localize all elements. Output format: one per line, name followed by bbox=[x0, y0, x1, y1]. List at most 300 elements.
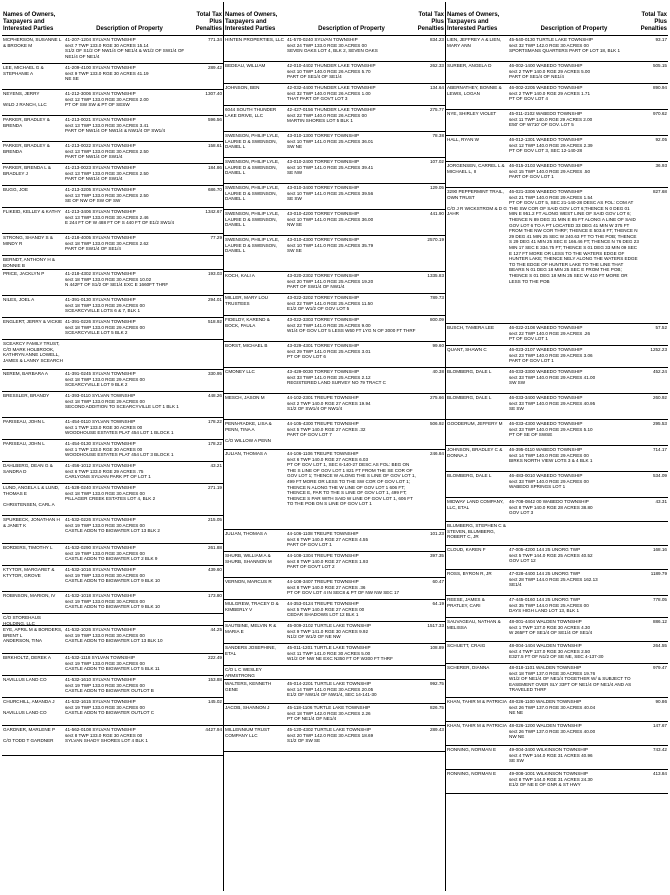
property-description: 47-028-4400 144 25 UNORG TWP sect 28 TWP 144.0 RGE 25 ACRES 162.13 SE1/4 bbox=[509, 571, 598, 588]
owner-name: ENGLERT, JERRY & VICKIE bbox=[3, 319, 63, 324]
property-description: 41-212-3006 SYLVAN TOWNSHIP sect 12 TWP 133.0 RGE 30 ACRES 2.00 PT OF SW SW & PT OF SESW bbox=[65, 91, 149, 108]
table-row bbox=[446, 642, 668, 664]
tax-total: 215.05 bbox=[207, 517, 222, 522]
property-description: 41-213-0021 SYLVAN TOWNSHIP sect 13 TWP 133.0 RGE 30 ACRES 3.41 PART OF NW1/4 OF NW1/4 & NW1/4 OF SW1/4 bbox=[65, 117, 166, 134]
property-description: 46-021-3306 WABEDO TOWNSHIP sect 21 TWP 140.0 RGE 29 ACRES 1.54 PT OF GOV LOT 5, SEC 21-140-28 DESC AS FOL: COM AT THE SW COR OF SAID GOV LOT 6;THENCE N 0 DEG 01 MIN E 951.2 FT ALONG WEST LINE OF SAID GOV LOT 6; THENCE N 89 DEG 31 MIN E 85 FT ALONG A LINE OF SAID GOV LOT 6 TO A PT LOCATED 33 DEG 41 MIN W 375 FT FROM THE NW COR THRF; THENCE E 503.6 FT; THENCE N 29 DEG 41 MIN 25 SEC W 240.63 FT TO THE POB; THENCE S 29 DEG 41 MIN 25 SEC E 166.46 FT; THENCE N 76 DEG 23 MIN 17 SEC E 334.75 FT; THENCE S 01 DEG 33 MIN 09 SEC E 127 FT MORE OR LESS TO THE WATERS EDGE OF HUNTER LAKE; THENCE NELY ALONG THE WATERS EDGE TO THE EDGE OF HUNTER LAKE TO THE LINE THAT BEARS N 01 DEG 18 MIN 25 SEC E FROM THE POB; THENCE S 01 DEG 18 MIN 25 SEC W 410 FT MORE OR LESS TO THE POB bbox=[509, 189, 639, 284]
property-description: 41-532-0290 SYLVAN TOWNSHIP sect 19 TWP 133.0 RGE 30 ACRES 00 CASTLE ADDN TO BIGWATER LOT 2 BLK 9 bbox=[65, 545, 158, 562]
property-description: 41-213-0022 SYLVAN TOWNSHIP sect 13 TWP 133.0 RGE 30 ACRES 2.50 PART OF NW1/4 OF SW1/4 bbox=[65, 143, 149, 160]
tax-total: 397.35 bbox=[429, 553, 444, 558]
owner-name: SCHUETT, CRAIG bbox=[447, 643, 486, 648]
owner-name: NYE, SHIRLEY VIOLET bbox=[447, 111, 497, 116]
property-description: 46-033-3300 WABEDO TOWNSHIP sect 33 TWP 140.0 RGE 29 ACRES 41.00 SW SW bbox=[509, 369, 596, 386]
owner-name: 6044 SOUTH THUNDER LAKE DRIVE, LLC bbox=[225, 107, 277, 118]
property-description: 48-026-1100 WALDEN TOWNSHIP sect 26 TWP 137.0 RGE 30 ACRES 40.04 NE NE bbox=[509, 699, 596, 716]
property-description: 43-022-3202 TORREY TOWNSHIP sect 22 TWP 141.0 RGE 25 ACRES 11.50 E1/2 OF W1/2 OF GOV LOT 5 bbox=[287, 295, 373, 312]
tax-total: 90.86 bbox=[655, 699, 667, 704]
table-row bbox=[224, 184, 445, 210]
owner-name: HALL, RYAN W bbox=[447, 137, 479, 142]
tax-total: 57.52 bbox=[655, 325, 667, 330]
tax-total: 184.86 bbox=[207, 165, 222, 170]
owner-name: BORST, MICHAEL B bbox=[225, 343, 268, 348]
tax-total: 1252.23 bbox=[650, 347, 667, 352]
tax-total: 979.47 bbox=[652, 665, 667, 670]
tax-total: 147.67 bbox=[652, 723, 667, 728]
description-header: Description of Property bbox=[540, 26, 608, 32]
tax-total: 260.92 bbox=[652, 395, 667, 400]
owner-name: MCPHERSON, SUSANNE L & BROOKE M bbox=[3, 37, 62, 48]
tax-total: 178.22 bbox=[207, 419, 222, 424]
tax-total: 92.05 bbox=[655, 137, 667, 142]
tax-total: 1517.33 bbox=[427, 623, 444, 628]
table-row bbox=[2, 392, 223, 418]
property-description: 41-532-1615 SYLVAN TOWNSHIP sect 19 TWP 133.0 RGE 30 ACRES 00 CASTLE ADDN TO BIGWATER OUTLOT C bbox=[65, 699, 155, 716]
description-header: Description of Property bbox=[318, 26, 385, 32]
property-description: 46-708-0842 00 WABEDO TOWNSHIP sect 8 TWP 140.0 RGE 28 ACRES 38.80 GOV LOT 3 bbox=[509, 499, 593, 516]
table-row bbox=[224, 530, 445, 552]
table-row bbox=[2, 676, 223, 698]
property-description: 46-033-4300 WABEDO TOWNSHIP sect 33 TWP 140.0 RGE 29 ACRES 5.10 PT OF SE OF SWSE bbox=[509, 421, 593, 438]
owner-name: CHURCHILL, AMANDA J NAVILLUS LAND CO bbox=[3, 699, 55, 716]
owner-name: LEE, MICHAEL G & STEPHANIE A bbox=[3, 65, 44, 76]
owner-name: MESCH, JASON M bbox=[225, 395, 265, 400]
table-row bbox=[2, 418, 223, 440]
tax-total: 43.21 bbox=[210, 463, 222, 468]
tax-total: 826.75 bbox=[429, 705, 444, 710]
tax-total: 77.29 bbox=[210, 235, 222, 240]
table-row bbox=[2, 566, 223, 592]
property-description: 46-002-2205 WABEDO TOWNSHIP sect 2 TWP 140.0 RGE 29 ACRES 1.71 PT OF GOV LOT 4 bbox=[509, 85, 591, 102]
table-row bbox=[224, 704, 445, 726]
tax-total: 518.92 bbox=[207, 319, 222, 324]
table-row bbox=[446, 420, 668, 446]
property-description: 44-106-1108 TREUPE TOWNSHIP sect 6 TWP 140.0 RGE 27 ACRES 4.55 PART OF GOV LOT 1 bbox=[287, 531, 369, 548]
property-description: 44-108-1304 TREUPE TOWNSHIP sect 8 TWP 140.0 RGE 27 ACRES 1.93 PART OF GOVT LOT 2 bbox=[287, 553, 369, 570]
column-header bbox=[446, 2, 668, 36]
table-row bbox=[446, 110, 668, 136]
owner-name: SAUTBINE, MELVIN R & MARIA E bbox=[225, 623, 277, 634]
property-description: 49-008-1001 WILKINSON TOWNSHIP sect 8 TWP 144.0 RGE 31 ACRES 24.30 E1/2 OF NE E OF GNR & ST HWY bbox=[509, 771, 593, 788]
property-description: 47-005-4200 144 25 UNORG TWP sect 5 TWP 144.0 RGE 25 ACRES 40.52 GOV LOT 12 bbox=[509, 547, 593, 564]
property-description: 46-483-0010 WABEDO TOWNSHIP sect 33 TWP 140.0 RGE 29 ACRES 00 WABEDO SPRINGS LOT 1 bbox=[509, 473, 589, 490]
property-description: 41-532-1118 SYLVAN TOWNSHIP sect 19 TWP 133.0 RGE 30 ACRES 00 CASTLE ADDN TO BIGWATER LOT 5 BLK 11 bbox=[65, 655, 160, 672]
tax-total: 275.77 bbox=[429, 107, 444, 112]
property-description: 43-010-3400 TORREY TOWNSHIP sect 10 TWP 141.0 RGE 25 ACRES 39.56 SE SW bbox=[287, 185, 374, 202]
property-description: 41-209-4100 SYLVAN TOWNSHIP sect 9 TWP 133.0 RGE 30 ACRES 41.19 NE SE bbox=[65, 65, 149, 82]
owner-name: DAHLBERG, DEAN G & SANDRA D bbox=[3, 463, 53, 474]
owner-name: ABERNATHEY, BONNIE & LEWIS, LOGAN bbox=[447, 85, 502, 96]
table-row bbox=[2, 592, 223, 614]
property-description: 46-002-1400 WABEDO TOWNSHIP sect 2 TWP 140.0 RGE 29 ACRES 5.00 PART OF SE1/4 OF NE1/4 bbox=[509, 63, 591, 80]
owner-name: PARKER, BRADLEY & BRENDA bbox=[3, 143, 50, 154]
table-row bbox=[224, 272, 445, 294]
tax-total: 107.02 bbox=[429, 159, 444, 164]
table-row bbox=[224, 622, 445, 644]
owner-name: PARKER, BRADLEY & BRENDA bbox=[3, 117, 50, 128]
table-row bbox=[224, 36, 445, 62]
tax-total: 173.80 bbox=[207, 593, 222, 598]
property-description: 43-010-4300 TORREY TOWNSHIP sect 10 TWP 141.0 RGE 25 ACRES 35.79 SW SE bbox=[287, 237, 374, 254]
owner-name: ROSS, BYRON R, JR bbox=[447, 571, 492, 576]
property-description: 44-106-1106 TREUPE TOWNSHIP sect 6 TWP 140.0 RGE 27 ACRES 6.03 PT OF GOV LOT 1, SEC 6-140-27 DESC AS FOL: BEG ON THE S LINE OF GOV LOT 1 821 FT FROM THE SE COR OF GOV LOT 1; THENCE W ALONG THE S LINE OF GOV LOT 1, 499 FT MORE OR LESS TO THE SW COR OF GOV LOT 1; THENCE N ALONG THE W LINE OF GOV LOT 1 606 FT; THENCE E, PAR TO THE S LINE OF GOV LOT 1, 499 FT; THENCE S PAR WITH SAID W LINE OF GOV LOT 1, 606 FT TO THE POB ON S LINE OF GOV LOT 1 bbox=[287, 451, 416, 507]
owner-name: HINTEN PROPERTIES, LLC bbox=[225, 37, 284, 42]
owner-name: LIEN, JEFFREY A & LIEN, MARY ANN bbox=[447, 37, 502, 48]
owner-name: SURBER, ANGELA D bbox=[447, 63, 492, 68]
tax-total bbox=[195, 340, 223, 369]
owner-name: NEREM, BARBARA A bbox=[3, 371, 48, 376]
table-row bbox=[224, 420, 445, 450]
property-description bbox=[64, 614, 195, 625]
property-description: 48-004-1404 WALDEN TOWNSHIP sect 4 TWP 137.0 RGE 30 ACRES 2.50 E327.5 FT OF N1/2 OF SE NE, SEC 4-137-30 bbox=[509, 643, 604, 660]
owner-name: STRONG, SHANDY S & MINDY R bbox=[3, 235, 53, 246]
property-description: 41-532-1016 SYLVAN TOWNSHIP sect 19 TWP 133.0 RGE 30 ACRES 00 CASTLE ADDN TO BIGWATER LOT 9 BLK 10 bbox=[65, 567, 160, 584]
owner-name: BLOMBERG, DALE L bbox=[447, 473, 492, 478]
property-description: 45-014-2201 TURTLE LAKE TOWNSHIP sect 14 TWP 141.0 RGE 30 ACRES 20.05 E1/2 OF NW1/4 OF NW1/4, SEC 14-141-30 bbox=[287, 681, 377, 698]
table-row bbox=[2, 614, 223, 626]
property-description: 43-029-4301 TORREY TOWNSHIP sect 29 TWP 141.0 RGE 25 ACRES 3.01 PT OF GOV LOT 6 bbox=[287, 343, 371, 360]
property-description: 48-001-4404 WALDEN TOWNSHIP sect 1 TWP 137.0 RGE 30 ACRES 4.30 W 265FT OF SE1/4 OF SE1/4 OF SE1/4 bbox=[509, 619, 593, 636]
property-description: 42-032-4400 THUNDER LAKE TOWNSHIP sect 32 TWP 140.0 RGE 26 ACRES 1.00 THAT PART OF GOVT LOT 3 bbox=[287, 85, 376, 102]
property-description: 46-023-2107 WABEDO TOWNSHIP sect 23 TWP 140.0 RGE 29 ACRES 3.06 PART OF GOV LOT 1 bbox=[509, 347, 593, 364]
tax-total: 778.05 bbox=[652, 597, 667, 602]
table-row bbox=[446, 62, 668, 84]
tax-total: 441.90 bbox=[429, 211, 444, 216]
property-description: 41-454-0130 SYLVAN TOWNSHIP sect 1 TWP 133.0 RGE 30 ACRES 00 WOODHOUSE ESTATES PLAT 454 LOT 3 BLOCK 1 bbox=[65, 441, 174, 458]
tax-total: 222.49 bbox=[207, 655, 222, 660]
description-header: Description of Property bbox=[96, 26, 163, 32]
tax-total: 289.43 bbox=[429, 727, 444, 732]
table-row bbox=[446, 722, 668, 746]
tax-total: 64.19 bbox=[432, 601, 444, 606]
tax-total: 886.12 bbox=[652, 619, 667, 624]
table-row bbox=[446, 570, 668, 596]
property-description: 44-105-4300 TREUPE TOWNSHIP sect 5 TWP 140.0 RGE 27 ACRES .32 PART OF GOV LOT 7 bbox=[287, 421, 366, 438]
owner-name: JULIAN, THOMAS A bbox=[225, 531, 268, 536]
table-row bbox=[224, 450, 445, 530]
property-description bbox=[64, 340, 195, 369]
owner-name: SWENSON, PHILIP LYLE, LAURIE D & SWENSON, DANIEL L bbox=[225, 159, 280, 176]
owner-name: SWENSON, PHILIP LYLE, LAURIE D & SWENSON, DANIEL L bbox=[225, 185, 280, 202]
tax-total: 789.73 bbox=[429, 295, 444, 300]
table-row bbox=[2, 370, 223, 392]
owner-name: BUGG, JOE bbox=[3, 187, 29, 192]
tax-total: 448.26 bbox=[207, 393, 222, 398]
property-description: 41-454-0110 SYLVAN TOWNSHIP sect 1 TWP 133.0 RGE 30 ACRES 00 WOODHOUSE ESTATES PLAT 454 LOT 1 BLOCK 1 bbox=[65, 419, 174, 436]
table-row bbox=[2, 164, 223, 186]
table-row bbox=[2, 64, 223, 90]
tax-total: 413.84 bbox=[652, 771, 667, 776]
table-row bbox=[224, 644, 445, 666]
tax-total: 153.88 bbox=[207, 677, 222, 682]
tax-total: 134.64 bbox=[429, 85, 444, 90]
table-row bbox=[446, 36, 668, 62]
owner-name: QUANT, SHAWN C bbox=[447, 347, 487, 352]
owner-name: C/O STOREHAUS HOLDING, LLC bbox=[3, 615, 41, 625]
property-description: 41-207-1204 SYLVAN TOWNSHIP sect 7 TWP 133.0 RGE 30 ACRES 15.14 S1/2 OF S1/2 OF NW1/4 OF NE1/4 & W1/2 OF SW1/4 OF NE1/4 OF NE1/4 bbox=[65, 37, 185, 59]
tax-total: 714.17 bbox=[652, 447, 667, 452]
owner-name: PARISEAU, JOHN L bbox=[3, 419, 45, 424]
owner-name: BERNDT, ANTHONY H & BONNIE B bbox=[3, 257, 55, 268]
owner-name: EYE, APRIL M & BORDERS, BRENT L ANDERSON, TINA bbox=[3, 627, 63, 644]
table-row bbox=[224, 210, 445, 236]
property-description: 46-012-1301 WABEDO TOWNSHIP sect 12 TWP 140.0 RGE 29 ACRES 2.39 PT OF GOV LOT 3, SEC 12-140-28 bbox=[509, 137, 593, 154]
owner-name: SWENSON, PHILIP LYLE, LAURIE D & SWENSON, DANIEL L bbox=[225, 237, 280, 254]
property-description: 45-118-1106 TURTLE LAKE TOWNSHIP sect 18 TWP 142.0 RGE 30 ACRES 2.26 PT OF NE1/4 OF NE1/4 bbox=[287, 705, 371, 722]
tax-total: 108.89 bbox=[429, 645, 444, 650]
property-description: 48-026-1200 WALDEN TOWNSHIP sect 26 TWP 137.0 RGE 30 ACRES 40.00 NW NE bbox=[509, 723, 596, 740]
tax-total: 193.03 bbox=[207, 271, 222, 276]
table-row bbox=[2, 318, 223, 340]
table-row bbox=[224, 316, 445, 342]
owner-name: REESE, JAMES & PRATLEY, CARI bbox=[447, 597, 485, 608]
tax-total: 505.15 bbox=[652, 63, 667, 68]
tax-total: 1189.79 bbox=[650, 571, 667, 576]
owner-name: MIDWAY LAND COMPANY, LLC, ETAL bbox=[447, 499, 504, 510]
table-row bbox=[446, 746, 668, 770]
owner-name: BEDEAU, WILLIAM bbox=[225, 63, 266, 68]
property-description: 41-213-3205 SYLVAN TOWNSHIP sect 13 TWP 133.0 RGE 30 ACRES 2.50 SE OF NW OF SW OF SW bbox=[65, 187, 149, 204]
table-row bbox=[224, 368, 445, 394]
property-description: 49-004-3400 WILKINSON TOWNSHIP sect 4 TWP 144.0 RGE 31 ACRES 40.96 SE SW bbox=[509, 747, 593, 764]
tax-total bbox=[195, 256, 223, 269]
owner-name: JULIAN, THOMAS A bbox=[225, 451, 268, 456]
owner-header: Names of Owners, Taxpayers and Interested Parties bbox=[3, 12, 56, 32]
owner-name: MILLER, MARY LOU TRUSTEES bbox=[225, 295, 268, 306]
owner-name: SANDERS JOSEPHINE, ETAL bbox=[225, 645, 276, 656]
table-row bbox=[2, 698, 223, 726]
owner-name: JOHNSON, BRADLEY C & DONNA J bbox=[447, 447, 503, 458]
table-row bbox=[446, 698, 668, 722]
property-description: 41-391-0226 SYLVAN TOWNSHIP sect 18 TWP 133.0 RGE 29 ACRES 00 SCEARCYVILLE LOT 5 BLK 2 bbox=[65, 319, 145, 336]
table-row bbox=[446, 596, 668, 618]
property-description: 44-353-0124 TREUPE TOWNSHIP sect 5 TWP 140.0 RGE 27 ACRES 00 CEDAR SHADOWS LOT 12 BLK 1 bbox=[287, 601, 365, 618]
table-row bbox=[224, 666, 445, 680]
property-description: 47-445-0160 144 25 UNORG TWP sect 35 TWP 144.0 RGE 25 ACRES 00 DAYS HIGH LAND LOT 13, BLK 1 bbox=[509, 597, 589, 614]
table-row bbox=[2, 90, 223, 116]
table-row bbox=[224, 84, 445, 106]
property-description: 41-570-0240 SYLVAN TOWNSHIP sect 24 TWP 133.0 RGE 30 ACRES 00 SEVEN OAKS LOT 4, BLK 2, SEVEN OAKS bbox=[287, 37, 378, 54]
owner-name: CLOUD, KAREN F bbox=[447, 547, 486, 552]
property-description: 48-018-1101 WALDEN TOWNSHIP sect 18 TWP 137.0 RGE 30 ACRES 19.76 W1/2 OF NE1/4 OF NE1/4 TOGETHER W/ & SUBJECT TO EASEMENT OVER SLY 33FT OF NE1/4 OF NE1/4 AND AS TRAVELED THRF bbox=[509, 665, 632, 693]
owner-name: WALTERS, KENNETH GENE bbox=[225, 681, 272, 692]
table-row bbox=[224, 578, 445, 600]
property-description: 43-010-4200 TORREY TOWNSHIP sect 10 TWP 141.0 RGE 25 ACRES 36.00 NW SE bbox=[287, 211, 374, 228]
tax-total: 1342.67 bbox=[205, 209, 222, 214]
table-row bbox=[446, 770, 668, 794]
owner-name: FLIKEID, KELLEY & KATHY bbox=[3, 209, 61, 214]
owner-name: KTYTOR, MARGARET & KTYTOR, GROVE bbox=[3, 567, 55, 578]
owner-name: KOCH, KALI A bbox=[225, 273, 255, 278]
property-description: 42-010-4402 THUNDER LAKE TOWNSHIP sect 10 TWP 140.0 RGE 26 ACRES 5.70 PART OF SE1/4 OF SE1/4 bbox=[287, 63, 376, 80]
owner-name: MILLENNIUM TRUST COMPANY LLC bbox=[225, 727, 270, 738]
tax-total: 452.24 bbox=[652, 369, 667, 374]
tax-total: 178.22 bbox=[207, 441, 222, 446]
owner-name: NAVILLUS LAND CO bbox=[3, 677, 47, 682]
owner-name: GARDNER, MARLENE P C/O TODD T GARDNER bbox=[3, 727, 56, 744]
property-description: 46-015-2103 WABEDO TOWNSHIP sect 15 TWP 140.0 RGE 29 ACRES .50 PART OF GOV LOT 1 bbox=[509, 163, 591, 180]
tax-total: 686.70 bbox=[207, 187, 222, 192]
table-row bbox=[2, 462, 223, 484]
owner-name: SCEARCY FAMILY TRUST, C/O MARK HOLBROOK, KATHRYN ANNE LOWELL, JAMES & LANNY SCEARCH bbox=[3, 341, 63, 363]
owner-name: ROBINSON, MARION, IV bbox=[3, 593, 56, 598]
table-row bbox=[446, 324, 668, 346]
table-row bbox=[2, 654, 223, 676]
table-row bbox=[446, 368, 668, 394]
table-row bbox=[446, 188, 668, 324]
tax-total: 800.09 bbox=[429, 317, 444, 322]
property-description: 41-393-0110 SYLVAN TOWNSHIP sect 18 TWP 133.0 RGE 29 ACRES 00 SECOND ADDITION TO SCEARCYVILLE LOT 1 BLK 1 bbox=[65, 393, 179, 410]
table-row bbox=[2, 626, 223, 654]
owner-name: BUSCH, TAMERA LEE bbox=[447, 325, 495, 330]
property-description: 41-532-1026 SYLVAN TOWNSHIP sect 19 TWP 133.0 RGE 30 ACRES 00 CASTLE ADDN TO BIGWATER LOT 13 BLK 10 bbox=[65, 627, 163, 644]
tax-total: 294.01 bbox=[207, 297, 222, 302]
tax-total: 743.42 bbox=[652, 747, 667, 752]
tax-total: 40.38 bbox=[432, 369, 444, 374]
property-description: 43-429-0030 TORREY TOWNSHIP sect 33 TWP 141.0 RGE 25 ACRES 2.12 REGISTERED LAND SURVEY NO 79 TRACT C bbox=[287, 369, 386, 386]
table-row bbox=[2, 726, 223, 756]
tax-total bbox=[640, 522, 668, 545]
property-description: 43-022-3303 TORREY TOWNSHIP sect 22 TWP 141.0 RGE 25 ACRES 9.00 W1/4 OF GOV LOT 5 LESS W60 FT LYG N OF 3000 FT THRF bbox=[287, 317, 416, 334]
table-row bbox=[446, 498, 668, 522]
tax-total: 439.60 bbox=[207, 567, 222, 572]
property-description: 43-010-2400 TORREY TOWNSHIP sect 10 TWP 141.0 RGE 25 ACRES 39.41 SE NW bbox=[287, 159, 374, 176]
tax-total: 44.25 bbox=[210, 627, 222, 632]
tax-total: 992.75 bbox=[429, 681, 444, 686]
property-description: 43-010-1300 TORREY TOWNSHIP sect 10 TWP 141.0 RGE 25 ACRES 36.01 SW NE bbox=[287, 133, 374, 150]
tax-total: 534.09 bbox=[652, 473, 667, 478]
table-row bbox=[224, 600, 445, 622]
tax-total: 99.60 bbox=[432, 343, 444, 348]
owner-name: LUND, ANGELA L & LUND, THOMAS E CHRISTENSEN, CARL A bbox=[3, 485, 60, 507]
table-row bbox=[446, 136, 668, 162]
table-row bbox=[2, 544, 223, 566]
table-row bbox=[2, 186, 223, 208]
tax-total: 890.94 bbox=[652, 85, 667, 90]
property-description: 41-532-1610 SYLVAN TOWNSHIP sect 19 TWP 133.0 RGE 30 ACRES 00 CASTLE ADDN TO BIGWATER OUTLOT B bbox=[65, 677, 154, 694]
owner-name: KHAN, TAHIR M & PATRICIA bbox=[447, 723, 507, 728]
table-row bbox=[224, 552, 445, 578]
tax-total: 101.23 bbox=[429, 531, 444, 536]
tax-total: 246.84 bbox=[429, 451, 444, 456]
owner-name: VERNON, MARCUS R bbox=[225, 579, 272, 584]
tax-total bbox=[195, 614, 223, 625]
table-row bbox=[446, 394, 668, 420]
listing-column bbox=[2, 2, 224, 891]
owner-name: BORDERS, TIMOTHY L bbox=[3, 545, 53, 550]
tax-total: 271.19 bbox=[207, 485, 222, 490]
owner-name: BIRKHOLTZ, DEREK A bbox=[3, 655, 51, 660]
table-row bbox=[2, 234, 223, 256]
table-row bbox=[2, 296, 223, 318]
tax-total: 4427.94 bbox=[205, 727, 222, 732]
table-row bbox=[224, 294, 445, 316]
property-description: 41-391-0245 SYLVAN TOWNSHIP sect 18 TWP 133.0 RGE 29 ACRES 00 SCEARCYVILLE LOT 9 BLK 2 bbox=[65, 371, 145, 388]
tax-total: 93.17 bbox=[655, 37, 667, 42]
tax-total: 261.88 bbox=[207, 545, 222, 550]
table-row bbox=[446, 346, 668, 368]
owner-name: NILES, JOEL A bbox=[3, 297, 35, 302]
table-row bbox=[224, 394, 445, 420]
owner-name: SPURBECK, JONATHAN H & JANET K bbox=[3, 517, 60, 528]
table-row bbox=[2, 116, 223, 142]
owner-name: PRICE, JACKLYN P bbox=[3, 271, 45, 276]
tax-total: 43.31 bbox=[655, 499, 667, 504]
tax-total: 771.34 bbox=[207, 37, 222, 42]
column-header bbox=[224, 2, 445, 36]
property-description: 44-108-3407 TREUPE TOWNSHIP sect 8 TWP 140.0 RGE 27 ACRES .36 PT OF GOV LOT 4 IN SEC8 & PT OF NW NW SEC 17 bbox=[287, 579, 400, 596]
owner-header: Names of Owners, Taxpayers and Interested Parties bbox=[447, 12, 500, 32]
table-row bbox=[2, 208, 223, 234]
property-description: 44-102-2301 TREUPE TOWNSHIP sect 2 TWP 140.0 RGE 27 ACRES 19.94 S1/2 OF SW1/4 OF NW1/4 bbox=[287, 395, 371, 412]
owner-name: PARKER, BRENDA L & BRADLEY J bbox=[3, 165, 51, 176]
property-description: 45-540-0130 TURTLE LAKE TOWNSHIP sect 32 TWP 142.0 RGE 30 ACRES 00 SPORTSMANS QUARTERS PART OF LOT 18, BLK 1 bbox=[509, 37, 621, 54]
tax-total: 827.68 bbox=[652, 189, 667, 194]
table-row bbox=[224, 726, 445, 752]
tax-total: 158.61 bbox=[207, 143, 222, 148]
property-description bbox=[286, 666, 417, 679]
owner-name: C/O L C WESLEY ARMSTRONG bbox=[225, 667, 262, 678]
tax-total: 129.05 bbox=[429, 185, 444, 190]
table-row bbox=[224, 236, 445, 272]
tax-total: 262.33 bbox=[429, 63, 444, 68]
property-description: 45-011-1201 TURTLE LAKE TOWNSHIP sect 11 TWP 141.0 RGE 30 ACRES 5.00 W1/2 OF NW NE EXC N350 FT OF W300 FT THRF bbox=[287, 645, 393, 662]
property-description: 41-213-3406 SYLVAN TOWNSHIP sect 13 TWP 133.0 RGE 30 ACRES 2.46 E 244 FT OF W 488 FT OF S 440 FT OF E1/2 SW1/4 bbox=[65, 209, 175, 226]
property-description: 41-213-0023 SYLVAN TOWNSHIP sect 13 TWP 133.0 RGE 30 ACRES 2.50 PART OF NW1/4 OF SW1/4 bbox=[65, 165, 149, 182]
table-row bbox=[2, 516, 223, 544]
property-description: 46-022-2108 WABEDO TOWNSHIP sect 22 TWP 140.0 RGE 29 ACRES .26 PT OF GOV LOT 1 bbox=[509, 325, 591, 342]
owner-name: BLUMBERG, STEPHEN C & STEVEN, BLUMBERG, ROBERT C, JR bbox=[447, 523, 506, 540]
table-row bbox=[224, 158, 445, 184]
property-description: 45-009-2102 TURTLE LAKE TOWNSHIP sect 9 TWP 141.0 RGE 30 ACRES 9.92 N1/2 OF W1/2 OF NE NW bbox=[287, 623, 371, 640]
owner-name: CMONEY LLC bbox=[225, 369, 255, 374]
owner-name: PENN-RADKE, LISA & PENN, TINA A C/O WILLOW A PENN bbox=[225, 421, 272, 443]
owner-name: SWENSON, PHILIP LYLE, LAURIE D & SWENSON, DANIEL L bbox=[225, 211, 280, 228]
owner-name: JACOB, SHANNON J bbox=[225, 705, 270, 710]
table-row bbox=[446, 664, 668, 698]
tax-list-page bbox=[2, 2, 668, 891]
property-description: 41-532-0226 SYLVAN TOWNSHIP sect 19 TWP 133.0 RGE 30 ACRES 00 CASTLE ADDN TO BIGWATER LOT 13 BLK 2 bbox=[65, 517, 160, 534]
property-description: 41-532-1018 SYLVAN TOWNSHIP sect 19 TWP 133.0 RGE 30 ACRES 00 CASTLE ADDN TO BIGWATER LOT 9 BLK 10 bbox=[65, 593, 160, 610]
owner-name: SWENSON, PHILIP LYLE, LAURIE D & SWENSON, DANIEL L bbox=[225, 133, 280, 150]
tax-total: 2570.19 bbox=[427, 237, 444, 242]
table-row bbox=[224, 680, 445, 704]
listing-column bbox=[224, 2, 446, 891]
property-description: 41-218-4302 SYLVAN TOWNSHIP sect 18 TWP 133.0 RGE 30 ACRES 10.02 N 442FT OF S1/2 OF SE1/4 EXC E 1660FT THRF bbox=[65, 271, 169, 288]
owner-name: KHAN, TAHIR M & PATRICIA bbox=[447, 699, 507, 704]
owner-name: SHURB, WILLIAM A & SHURB, SHANNON M bbox=[225, 553, 272, 564]
owner-header: Names of Owners, Taxpayers and Interested Parties bbox=[225, 12, 278, 32]
owner-name: BLOMBERG, DALE L bbox=[447, 395, 492, 400]
tax-total: 1307.40 bbox=[205, 91, 222, 96]
table-row bbox=[446, 522, 668, 546]
table-row bbox=[446, 84, 668, 110]
property-description: 42-427-0156 THUNDER LAKE TOWNSHIP sect 22 TWP 140.0 RGE 26 ACRES 00 MARTIN SHORES LOT 5 BLK 1 bbox=[287, 107, 376, 124]
table-row bbox=[2, 484, 223, 516]
table-row bbox=[2, 440, 223, 462]
table-row bbox=[446, 472, 668, 498]
table-row bbox=[2, 142, 223, 164]
table-row bbox=[224, 342, 445, 368]
tax-total: 60.47 bbox=[432, 579, 444, 584]
tax-total: 1335.83 bbox=[427, 273, 444, 278]
owner-name: BLOMBERG, DALE L bbox=[447, 369, 492, 374]
owner-name: GOODERUM, JEFFERY M bbox=[447, 421, 503, 426]
property-description: 41-391-0130 SYLVAN TOWNSHIP sect 18 TWP 133.0 RGE 29 ACRES 00 SCEARCYVILLE LOTS 6 & 7, BLK 1 bbox=[65, 297, 145, 314]
table-row bbox=[2, 270, 223, 296]
property-description: 45-011-2102 WABEDO TOWNSHIP sect 11 TWP 140.0 RGE 29 ACRES 2.00 E50' OF W710' OF GOV. LOT 5 bbox=[509, 111, 593, 128]
property-description bbox=[64, 256, 195, 269]
total-header: Total Tax Plus Penalties bbox=[195, 12, 222, 32]
table-row bbox=[2, 340, 223, 370]
